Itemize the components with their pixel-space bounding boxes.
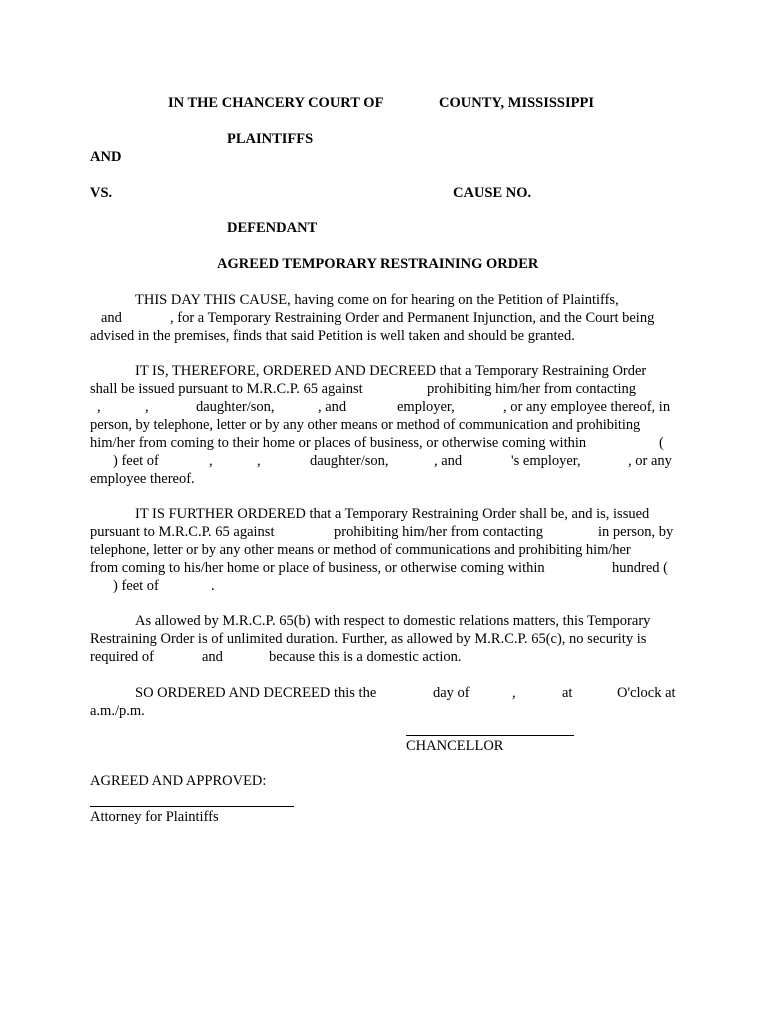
para3-line2c: in person, by (598, 524, 674, 540)
para1-line2: , for a Temporary Restraining Order and Permanent Injunction, and the Court being (170, 310, 655, 326)
court-name-right: COUNTY, MISSISSIPPI (439, 95, 594, 111)
para3-line4a: from coming to his/her home or place of business, or otherwise coming within (90, 560, 545, 576)
plaintiffs-label: PLAINTIFFS (227, 131, 314, 147)
para3-line2b: prohibiting him/her from contacting (334, 524, 543, 540)
defendant-label: DEFENDANT (227, 220, 318, 236)
para3-line5: ) feet of (113, 578, 159, 594)
attorney-signature-line (90, 806, 294, 807)
para2-line6e: , or any (628, 453, 672, 469)
vs-label: VS. (90, 185, 113, 201)
para2-line7: employee thereof. (90, 471, 195, 487)
para2-line2a: shall be issued pursuant to M.R.C.P. 65 against (90, 381, 363, 397)
agreed-approved-label: AGREED AND APPROVED: (90, 773, 267, 789)
para2-line3c: employer, (397, 399, 455, 415)
para2-open-paren: ( (659, 435, 664, 451)
court-name-left: IN THE CHANCERY COURT OF (168, 95, 384, 111)
para5-line1a: SO ORDERED AND DECREED this the (135, 685, 377, 701)
para3-line3: telephone, letter or by any other means or method of communications and prohibiting him/her (90, 542, 631, 558)
para4-line2: Restraining Order is of unlimited duration. Further, as allowed by M.R.C.P. 65(c), no security is (90, 631, 647, 647)
para5-line1c: at (562, 685, 573, 701)
para2-line3b: , and (318, 399, 347, 415)
para1-line3: advised in the premises, finds that said Petition is well taken and should be granted. (90, 328, 575, 344)
para2-comma-1: , (97, 399, 101, 415)
para2-line6a: ) feet of (113, 453, 159, 469)
para3-period: . (211, 578, 215, 594)
chancellor-label: CHANCELLOR (406, 738, 504, 754)
para2-line2b: prohibiting him/her from contacting (427, 381, 636, 397)
para2-line4: person, by telephone, letter or by any other means or method of communication and prohibiting (90, 417, 641, 433)
para2-comma-4: , (257, 453, 261, 469)
para1-and: and (101, 310, 122, 326)
and-label: AND (90, 149, 122, 165)
para2-comma-2: , (145, 399, 149, 415)
para2-comma-3: , (209, 453, 213, 469)
attorney-label: Attorney for Plaintiffs (90, 809, 219, 825)
para4-and: and (202, 649, 223, 665)
para2-line6b: daughter/son, (310, 453, 389, 469)
para2-line5: him/her from coming to their home or places of business, or otherwise coming within (90, 435, 587, 451)
chancellor-signature-line (406, 735, 574, 736)
para3-line4b: hundred ( (612, 560, 668, 576)
para2-line6c: , and (434, 453, 463, 469)
para2-line6d: 's employer, (511, 453, 581, 469)
cause-number-label: CAUSE NO. (453, 185, 532, 201)
para3-line1: IT IS FURTHER ORDERED that a Temporary Restraining Order shall be, and is, issued (135, 506, 650, 522)
document-title: AGREED TEMPORARY RESTRAINING ORDER (217, 256, 539, 272)
para5-line1d: O'clock at (617, 685, 676, 701)
para3-line2a: pursuant to M.R.C.P. 65 against (90, 524, 275, 540)
para1-line1: THIS DAY THIS CAUSE, having come on for hearing on the Petition of Plaintiffs, (135, 292, 619, 308)
para5-line1b: day of (433, 685, 470, 701)
para5-comma: , (512, 685, 516, 701)
para2-line3: daughter/son, (196, 399, 275, 415)
para4-line3b: because this is a domestic action. (269, 649, 462, 665)
para4-line1: As allowed by M.R.C.P. 65(b) with respect to domestic relations matters, this Temporary (135, 613, 651, 629)
para2-line3d: , or any employee thereof, in (503, 399, 671, 415)
para4-line3a: required of (90, 649, 155, 665)
para2-line1: IT IS, THEREFORE, ORDERED AND DECREED that a Temporary Restraining Order (135, 363, 647, 379)
para5-line2: a.m./p.m. (90, 703, 145, 719)
